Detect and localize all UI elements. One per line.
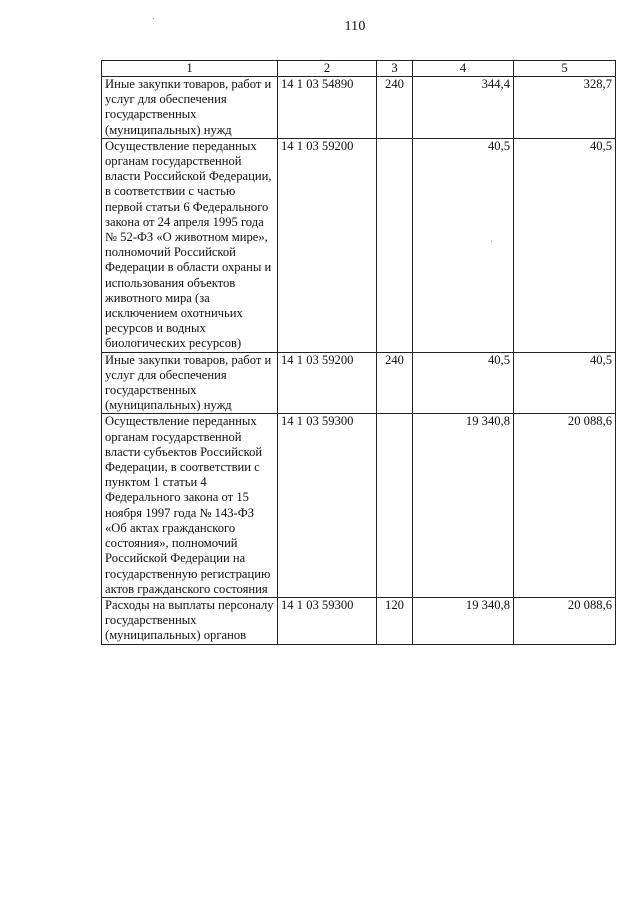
table-row — [102, 77, 616, 139]
row-code: 14 1 03 59200 — [278, 138, 377, 352]
row-code: 14 1 03 54890 — [278, 77, 377, 139]
row-value-col5: 20 088,6 — [514, 597, 616, 644]
header-col-1: 1 — [102, 61, 278, 77]
row-value-col4: 19 340,8 — [413, 597, 514, 644]
table-row — [102, 414, 616, 597]
row-name: Расходы на выплаты персоналу государственных (муниципальных) органов — [102, 597, 278, 644]
row-code: 14 1 03 59300 — [278, 414, 377, 597]
row-value-col5: 20 088,6 — [514, 414, 616, 597]
row-value-col5: 40,5 — [514, 352, 616, 414]
row-name: Осуществление переданных органам государственной власти Российской Федерации, в соответствии с частью первой статьи 6 Федерального закона от 24 апреля 1995 года № 52-ФЗ «О животном мире», полномочий Российской Федерации в области охраны и использования объектов животного мира (за исключением охотничьих ресурсов и водных биологических ресурсов) — [102, 138, 278, 352]
scan-speck — [153, 18, 154, 19]
row-kind — [377, 138, 413, 352]
row-value-col4: 40,5 — [413, 138, 514, 352]
header-row — [102, 61, 616, 77]
table-row — [102, 138, 616, 352]
table-row — [102, 352, 616, 414]
row-value-col5: 328,7 — [514, 77, 616, 139]
row-name: Иные закупки товаров, работ и услуг для обеспечения государственных (муниципальных) нужд — [102, 77, 278, 139]
row-kind: 240 — [377, 352, 413, 414]
header-col-3: 3 — [377, 61, 413, 77]
budget-table — [101, 60, 616, 645]
row-code: 14 1 03 59300 — [278, 597, 377, 644]
row-name: Осуществление переданных органам государственной власти субъектов Российской Федерации, в соответствии с пунктом 1 статьи 4 Федерального закона от 15 ноября 1997 года № 143-ФЗ «Об актах гражданского состояния», полномочий Российской Федерации на государственную регистрацию актов гражданского состояния — [102, 414, 278, 597]
table-row — [102, 597, 616, 644]
header-col-4: 4 — [413, 61, 514, 77]
row-value-col5: 40,5 — [514, 138, 616, 352]
row-value-col4: 19 340,8 — [413, 414, 514, 597]
row-code: 14 1 03 59200 — [278, 352, 377, 414]
row-name: Иные закупки товаров, работ и услуг для обеспечения государственных (муниципальных) нужд — [102, 352, 278, 414]
row-kind: 120 — [377, 597, 413, 644]
header-col-2: 2 — [278, 61, 377, 77]
page-number: 110 — [344, 19, 366, 34]
scan-speck — [491, 241, 492, 242]
row-kind: 240 — [377, 77, 413, 139]
row-value-col4: 344,4 — [413, 77, 514, 139]
header-col-5: 5 — [514, 61, 616, 77]
row-kind — [377, 414, 413, 597]
row-value-col4: 40,5 — [413, 352, 514, 414]
